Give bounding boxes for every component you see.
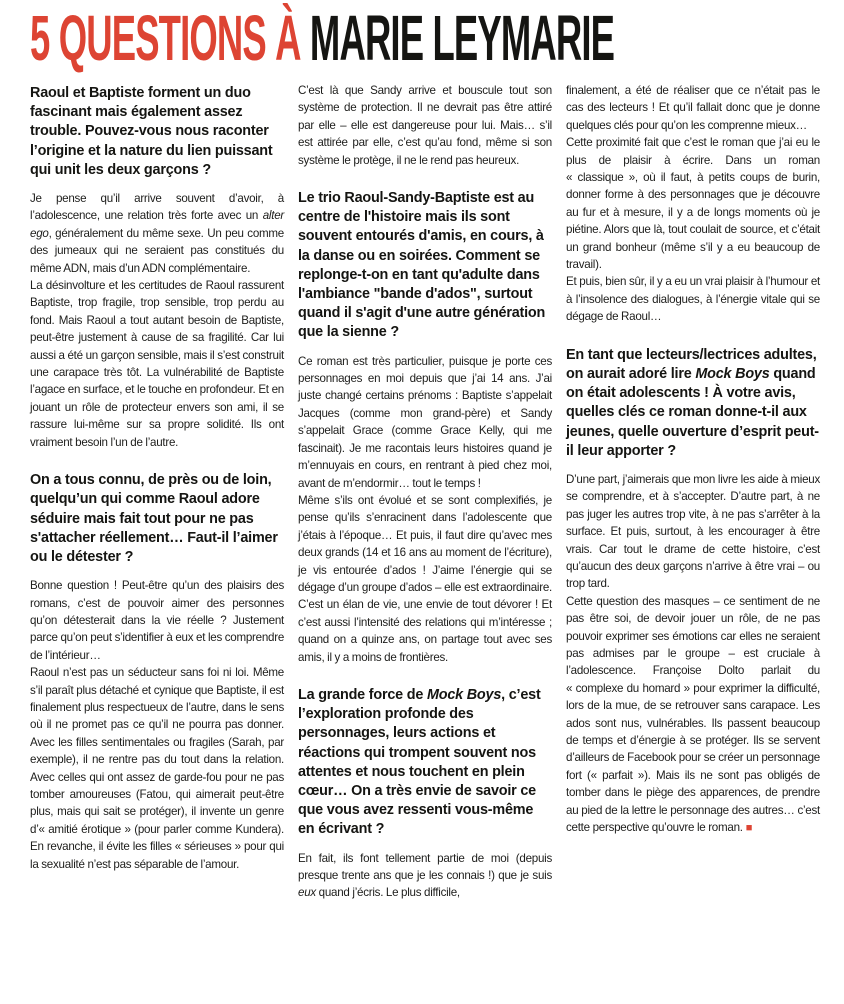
question-heading: On a tous connu, de près ou de loin, quelqu’un qui comme Raoul adore séduire mais fait tout pour ne pas s'attacher réellement… Faut-il l’aimer ou le détester ? bbox=[30, 472, 278, 565]
question-heading: En tant que lecteurs/lectrices adultes, on aurait adoré lire Mock Boys quand on était adolescents ! À votre avis, quelles clés ce roman donne-t-il aux jeunes, quelle ouverture d’esprit peut-il leur apporter ? bbox=[566, 346, 819, 459]
answer-paragraph: Bonne question ! Peut-être qu’un des plaisirs des romans, c’est de pouvoir aimer des personnes qu’on détesterait dans la vie réelle ? Justement parce qu’on peut s’identifier à eux et les comprendre de l’intérieur… bbox=[30, 579, 285, 662]
question-heading: La grande force de Mock Boys, c’est l’exploration profonde des personnages, leurs actions et réactions qui trompent souvent nos attentes et nous touchent en plein cœur… On a très envie de savoir ce que vous avez ressenti vous-même en écrivant ? bbox=[298, 686, 541, 838]
question-heading: Le trio Raoul-Sandy-Baptiste est au centre de l'histoire mais ils sont souvent entourés d'amis, en cours, à la danse ou en soirées. Comment se replonge-t-on en tant qu'adulte dans l'ambiance "bande d'ados", surtout quand il s'agit d'une autre génération que la sienne ? bbox=[298, 190, 546, 341]
end-square-icon: ■ bbox=[745, 822, 753, 835]
question-heading: Raoul et Baptiste forment un duo fascinant mais également assez trouble. Pouvez-vous nous raconter l’origine et la nature du lien puissant qui unit les deux garçons ? bbox=[30, 85, 273, 178]
answer-paragraph: Cette proximité fait que c’est le roman que j’ai eu le plus de plaisir à écrire. Dans un roman « classique », où il faut, à petits coups de burin, donner forme à des personnages que je découvre au fur et à mesure, il y a de longs moments où je piétine. Alors que là, tout coulait de source, et c’était un grand bonheur (même s’il y a eu beaucoup de travail). bbox=[566, 136, 820, 272]
answer-paragraph: En fait, ils font tellement partie de moi (depuis presque trente ans que je les connais !) que je suis eux quand j’écris. Le plus difficile, bbox=[298, 851, 552, 900]
answer-paragraph: Ce roman est très particulier, puisque je porte ces personnages en moi depuis que j’ai 14 ans. J’ai juste changé certains prénoms : Baptiste s’appelait Jacques (comme mon grand-père) et Sandy s’appelait Grace (comme Grace Kelly, qui me fascinait). Je me racontais leurs histoires quand je m’ennuyais en cours, en rentrant à pied chez moi, avant de m’endormir… tout le temps ! bbox=[298, 354, 552, 490]
article-columns bbox=[30, 82, 830, 902]
title-prefix: 5 QUESTIONS À bbox=[30, 2, 310, 74]
column-3 bbox=[566, 82, 820, 902]
title-name: MARIE LEYMARIE bbox=[309, 2, 615, 74]
answer-paragraph: Cette question des masques – ce sentiment de ne pas être soi, de devoir jouer un rôle, de ne pas pouvoir exprimer ses émotions car elles ne seraient pas admises par le groupe – est cruciale à l’adolescence. Françoise Dolto parlait du « complexe du homard » pour exprimer la difficulté, lors de la mue, de se retrouver sans carapace. Les ados sont nus, vulnérables. Ils passent beaucoup de temps et d’énergie à se protéger. Ils se servent d’ailleurs de Facebook pour se créer un personnage fort (« parfait »). Mais ils ne sont pas obligés de tomber dans le piège des apparences, de prendre au pied de la lettre le personnage des autres… c’est cette perspective qu’ouvre le roman. ■ bbox=[566, 594, 820, 835]
answer-paragraph: Raoul n’est pas un séducteur sans foi ni loi. Même s’il paraît plus détaché et cynique que Baptiste, il est finalement plus respectueux de l’autre, dans le sens où il ne promet pas ce qu’il ne pourra pas donner. Avec les filles sentimentales ou fragiles (Sarah, par exemple), il ne rentre pas du tout dans la relation. Avec celles qui ont assez de garde-fou pour ne pas tomber amoureuses (Fatou, qui aimerait peut-être plus, mais qui sait se protéger), il invente un genre d’« amitié érotique » (pour parler comme Kundera). En revanche, il évite les filles « sérieuses » pour qui la sexualité n’est pas séparable de l’amour. bbox=[30, 666, 284, 871]
answer-paragraph: Je pense qu’il arrive souvent d’avoir, à l’adolescence, une relation très forte avec un alter ego, généralement du même sexe. Un peu comme des jumeaux qui ne seraient pas constitués du même ADN, mais d’un ADN complémentaire. bbox=[30, 192, 284, 275]
answer-paragraph: Même s’ils ont évolué et se sont complexifiés, je pense qu’ils s’enracinent dans l’adolescente que j’étais à l’époque… Et puis, il faut dire qu’avec mes deux grands (14 et 16 ans au moment de l’écriture), je vis entourée d’ados ! J’aime l’énergie qui se dégage d’un groupe d’ados – elle est extraordinaire. C’est un élan de vie, une envie de tout dévorer ! Et c’est aussi l’intensité des relations qui m’intéresse ; quand on a quinze ans, on partage tout avec ses amis, il y a moins de frontières. bbox=[298, 493, 552, 664]
answer-paragraph: D’une part, j’aimerais que mon livre les aide à mieux se comprendre, et à s’accepter. D’autre part, à ne pas juger les autres trop vite, à ne pas s’arrêter à la surface. Et puis, surtout, à les encourager à être vrais. Car tout le drame de cette histoire, c’est qu’aucun des deux garçons n’arrive à être vrai – ou trop tard. bbox=[566, 472, 820, 591]
page-title bbox=[30, 2, 830, 74]
column-1 bbox=[30, 82, 284, 902]
article-title bbox=[30, 2, 615, 74]
answer-paragraph: finalement, a été de réaliser que ce n’était pas le cas des lecteurs ! Et qu’il fallait donc que je donne quelques clés pour qu’on les comprenne mieux… bbox=[566, 84, 820, 132]
answer-paragraph: Et puis, bien sûr, il y a eu un vrai plaisir à l’humour et à l’insolence des dialogues, à l’énergie vitale qui se dégage de Raoul… bbox=[566, 275, 820, 324]
answer-paragraph: C’est là que Sandy arrive et bouscule tout son système de protection. Il ne devrait pas être attiré par elle – elle est dangereuse pour lui. Mais… s’il est attirée par elle, c’est qu’au fond, même si son système le protège, il ne le rend pas heureux. bbox=[298, 84, 552, 167]
answer-paragraph: La désinvolture et les certitudes de Raoul rassurent Baptiste, trop fragile, trop sensible, trop perdu au fond. Mais Raoul a tout autant besoin de Baptiste, peut-être justement à cause de sa fragilité. Car lui aussi a été un garçon sensible, mais il s’est construit une carapace très tôt. La vulnérabilité de Baptiste l’agace en surface, et le touche en profondeur. Et en jouant un rôle de protecteur envers son ami, il se rassure lui-même sur sa propre solidité. Ils ont vraiment besoin l’un de l’autre. bbox=[30, 279, 284, 449]
column-2 bbox=[298, 82, 552, 902]
